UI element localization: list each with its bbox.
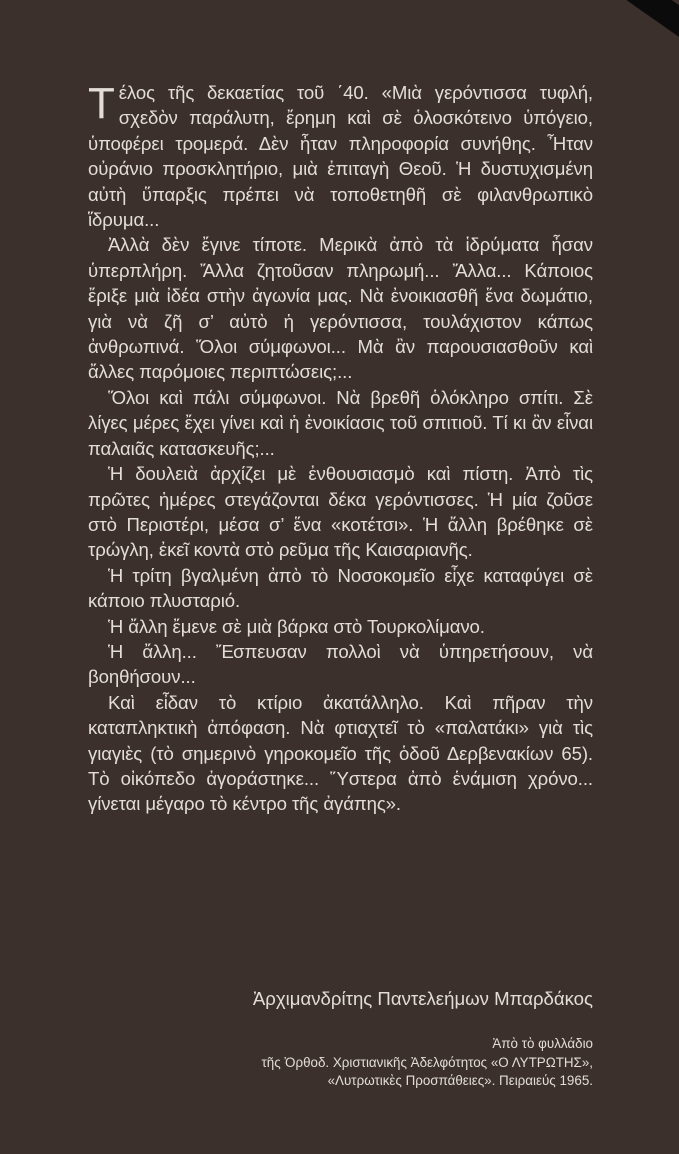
paragraph-7: Ἡ ἄλλη... Ἔσπευσαν πολλοὶ νὰ ὑπηρετήσουν, νὰ βοηθήσουν... — [88, 640, 593, 688]
source-line: «Λυτρωτικὲς Προσπάθειες». Πειραιεύς 1965. — [327, 1073, 593, 1088]
author-signature: Ἀρχιμανδρίτης Παντελεήμων Μπαρδάκος — [252, 988, 593, 1009]
source-line: τῆς Ὀρθοδ. Χριστιανικῆς Ἀδελφότητος «Ο ΛΥΤΡΩΤΗΣ», — [261, 1054, 593, 1070]
article-body — [88, 80, 593, 817]
paragraph-5: Ἡ τρίτη βγαλμένη ἀπὸ τὸ Νοσοκομεῖο εἶχε καταφύγει σὲ κάποιο πλυσταριό. — [88, 564, 593, 612]
source-line: Ἀπὸ τὸ φυλλάδιο — [492, 1036, 593, 1051]
source-note — [261, 1035, 593, 1091]
paragraph-3: Ὅλοι καὶ πάλι σύμφωνοι. Νὰ βρεθῆ ὁλόκληρο σπίτι. Σὲ λίγες μέρες ἔχει γίνει καὶ ἡ ἐνοικίασις τοῦ σπιτιοῦ. Τί κι ἂν εἶναι παλαιᾶς κατασκευῆς;... — [88, 386, 593, 459]
paragraph-8: Καὶ εἶδαν τὸ κτίριο ἀκατάλληλο. Καὶ πῆραν τὴν καταπληκτικὴ ἀπόφαση. Νὰ φτιαχτεῖ τὸ «παλατάκι» γιὰ τὶς γιαγιὲς (τὸ σημερινὸ γηροκομεῖο τῆς ὁδοῦ Δερβενακίων 65). Τὸ οἰκόπεδο ἀγοράστηκε... Ὕστερα ἀπὸ ἑνάμιση χρόνο... γίνεται μέγαρο τὸ κέντρο τῆς ἀγάπης». — [88, 691, 593, 815]
paragraph-4: Ἡ δουλειὰ ἀρχίζει μὲ ἐνθουσιασμὸ καὶ πίστη. Ἀπὸ τὶς πρῶτες ἡμέρες στεγάζονται δέκα γερόντισσες. Ἡ μία ζοῦσε στὸ Περιστέρι, μέσα σ’ ἕνα «κοτέτσι». Ἡ ἄλλη βρέθηκε σὲ τρώγλη, ἐκεῖ κοντὰ στὸ ρεῦμα τῆς Καισαριανῆς. — [88, 463, 593, 561]
paragraph-2: Ἀλλὰ δὲν ἔγινε τίποτε. Μερικὰ ἀπὸ τὰ ἱδρύματα ἦσαν ὑπερπλήρη. Ἄλλα ζητοῦσαν πληρωμή... Ἄλλα... Κάποιος ἔριξε μιὰ ἰδέα στὴν ἀγωνία μας. Νὰ ἐνοικιασθῆ ἕνα δωμάτιο, γιὰ νὰ ζῆ σ’ αὐτὸ ἡ γερόντισσα, τουλάχιστον κάπως ἀνθρωπινά. Ὅλοι σύμφωνοι... Μὰ ἂν παρουσιασθοῦν καὶ ἄλλες παρόμοιες περιπτώσεις;... — [88, 234, 593, 383]
paragraph-6: Ἡ ἄλλη ἔμενε σὲ μιὰ βάρκα στὸ Τουρκολίμανο. — [108, 615, 485, 637]
corner-ribbon — [550, 0, 679, 61]
drop-cap: Τ — [88, 79, 115, 128]
paragraph-1 — [88, 80, 593, 232]
paragraph-1-text: έλος τῆς δεκαετίας τοῦ ΄40. «Μιὰ γερόντισσα τυφλή, σχεδὸν παράλυτη, ἔρημη καὶ σὲ ὁλοσκότεινο ὑπόγειο, ὑποφέρει τρομερά. Δὲν ἦταν πληροφορία συνήθης. Ἦταν οὐράνιο προσκλητήριο, μιὰ ἐπιταγὴ Θεοῦ. Ἡ δυστυχισμένη αὐτὴ ὕπαρξις πρέπει νὰ τοποθετηθῆ σὲ φιλανθρωπικὸ ἵδρυμα... — [88, 82, 593, 231]
